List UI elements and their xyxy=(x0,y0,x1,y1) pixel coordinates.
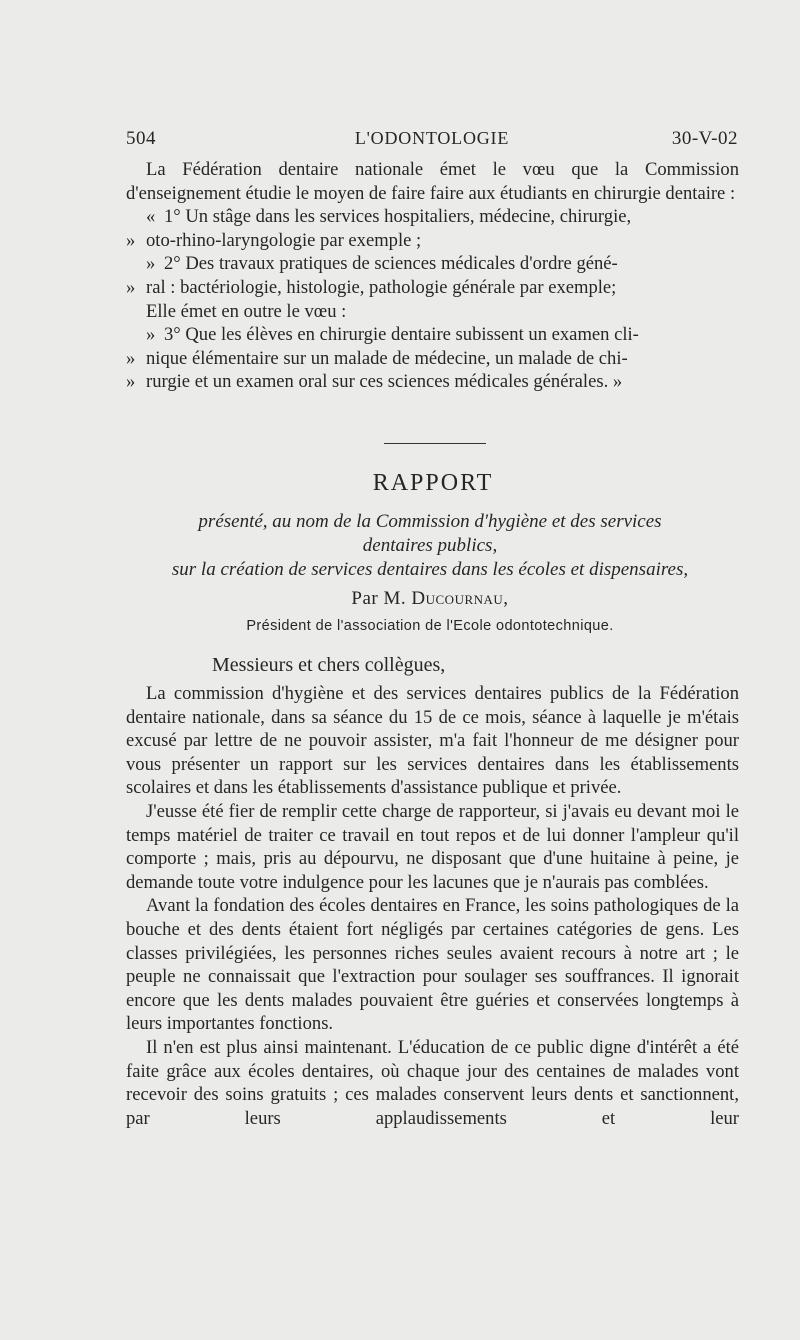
motion-item-3-text: 3° Que les élèves en chirurgie dentaire subissent un examen cli- xyxy=(164,324,639,346)
author-prefix: Par M. xyxy=(351,588,407,609)
motion-item-3-line-2 xyxy=(126,347,739,371)
author-role: Président de l'association de l'Ecole odontotechnique. xyxy=(246,618,614,634)
motion-item-1-text: 1° Un stâge dans les services hospitaliers, médecine, chirurgie, xyxy=(164,206,632,228)
report-subtitle xyxy=(120,510,740,558)
federation-motion xyxy=(126,158,739,394)
motion-item-2-line-2 xyxy=(126,276,739,300)
motion-item-1-line-1 xyxy=(126,205,739,229)
continuation-quote: » xyxy=(146,253,156,275)
motion-item-3-line-3 xyxy=(126,370,739,394)
issue-date: 30-V-02 xyxy=(671,128,738,149)
report-title: RAPPORT xyxy=(372,470,494,496)
motion-item-2-text-cont: ral : bactériologie, histologie, pathologie générale par exemple; xyxy=(146,276,617,298)
continuation-quote: » xyxy=(126,229,136,251)
continuation-quote: » xyxy=(126,276,136,298)
motion-item-3-line-1 xyxy=(126,323,739,347)
paragraph: Avant la fondation des écoles dentaires en France, les soins pathologiques de la bouche et des dents étaient fort négligés par certaines catégories de gens. Les classes privilégiées, les personnes riches seules avaient recours à notre art ; le peuple ne connaissait que l'extraction pour soulager ses souffrances. Il ignorait encore que les dents malades pouvaient être guéries et conservées longtemps à leurs importantes fonctions. xyxy=(126,895,739,1035)
section-divider xyxy=(384,443,486,444)
motion-intro: La Fédération dentaire nationale émet le vœu que la Commission d'enseignement étudie le moyen de faire faire aux étudiants en chirurgie dentaire : xyxy=(126,159,739,204)
running-header xyxy=(126,128,738,156)
page-number: 504 xyxy=(126,128,156,149)
motion-item-2-line-1 xyxy=(126,252,739,276)
motion-item-1-text-cont: oto-rhino-laryngologie par exemple ; xyxy=(146,229,422,251)
paragraph: J'eusse été fier de remplir cette charge de rapporteur, si j'avais eu devant moi le temps matériel de traiter ce travail en tout repos et de lui donner l'ampleur qu'il comporte ; mais, pris au dépourvu, ne disposant que d'une huitaine à peine, je demande toute votre indulgence pour les lacunes que je n'aurais pas comblées. xyxy=(126,800,739,893)
report-subtitle-line-1: présenté, au nom de la Commission d'hygiène et des services xyxy=(198,511,662,532)
motion-item-3-text-cont: nique élémentaire sur un malade de médecine, un malade de chi- xyxy=(146,347,628,369)
salutation: Messieurs et chers collègues, xyxy=(212,654,446,676)
report-subject: sur la création de services dentaires dans les écoles et dispensaires, xyxy=(171,559,689,580)
report-author xyxy=(120,588,740,610)
open-quote: « xyxy=(146,206,156,228)
report-body xyxy=(126,682,739,1130)
report-subtitle-line-2: dentaires publics, xyxy=(362,535,498,556)
author-name: Ducournau, xyxy=(411,588,509,609)
paragraph: La commission d'hygiène et des services dentaires publics de la Fédération dentaire nationale, dans sa séance du 15 de ce mois, séance à laquelle je m'étais excusé par lettre de ne pouvoir assister, m'a fait l'honneur de me désigner pour vous présenter un rapport sur les services dentaires dans les établissements scolaires et dans les établissements d'assistance publique et privée. xyxy=(126,683,739,799)
motion-item-3-text-end: rurgie et un examen oral sur ces sciences médicales générales. » xyxy=(146,371,623,393)
continuation-quote: » xyxy=(146,324,156,346)
running-title: L'ODONTOLOGIE xyxy=(354,128,510,148)
continuation-quote: » xyxy=(126,371,136,393)
motion-item-1-line-2 xyxy=(126,229,739,253)
paragraph: Il n'en est plus ainsi maintenant. L'éducation de ce public digne d'intérêt a été faite grâce aux écoles dentaires, où chaque jour des centaines de malades vont recevoir des soins gratuits ; ces malades conservent leurs dents et sanctionnent, par leurs applaudissements et leur xyxy=(126,1036,739,1129)
motion-item-2-text: 2° Des travaux pratiques de sciences médicales d'ordre géné- xyxy=(164,253,618,275)
continuation-quote: » xyxy=(126,347,136,369)
motion-extra: Elle émet en outre le vœu : xyxy=(146,300,347,322)
